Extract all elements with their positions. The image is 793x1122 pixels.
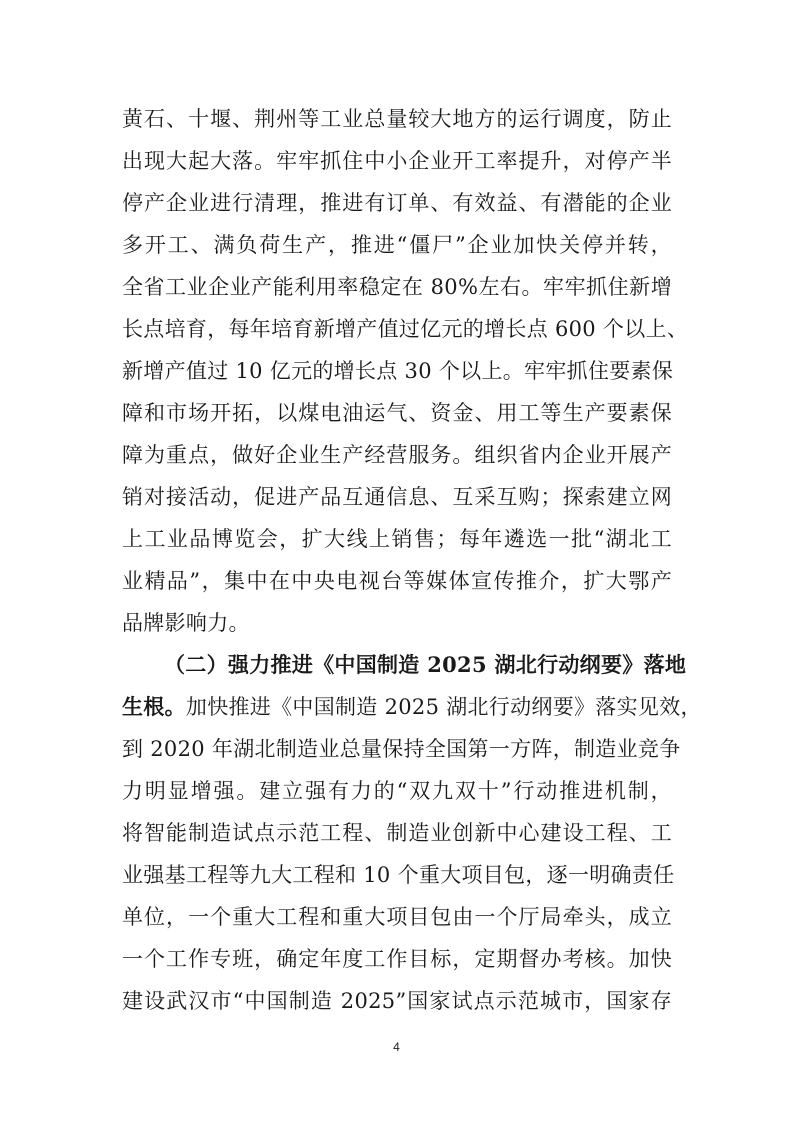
paragraph-line: 业精品”，集中在中央电视台等媒体宣传推介，扩大鄂产	[122, 569, 672, 593]
paragraph-line: 全省工业企业产能利用率稳定在 80%左右。牢牢抓住新增	[122, 275, 672, 299]
paragraph-line: 新增产值过 10 亿元的增长点 30 个以上。牢牢抓住要素保	[122, 359, 674, 383]
paragraph-line: 单位，一个重大工程和重大项目包由一个厅局牵头，成立	[122, 905, 672, 929]
paragraph-text: 加快推进《中国制造 2025 湖北行动纲要》落实见效，	[185, 695, 702, 719]
paragraph-line: 品牌影响力。	[122, 611, 250, 635]
paragraph-line	[122, 694, 702, 720]
paragraph-line: 障为重点，做好企业生产经营服务。组织省内企业开展产	[122, 443, 672, 467]
paragraph-line: 业强基工程等九大工程和 10 个重大项目包，逐一明确责任	[122, 863, 675, 887]
section-heading: （二）强力推进《中国制造 2025 湖北行动纲要》落地	[164, 652, 687, 677]
paragraph-line: 一个工作专班，确定年度工作目标，定期督办考核。加快	[122, 947, 672, 971]
paragraph-line: 力明显增强。建立强有力的“双九双十”行动推进机制，	[122, 779, 672, 803]
paragraph-line: 停产企业进行清理，推进有订单、有效益、有潜能的企业	[122, 191, 672, 215]
page-number: 4	[393, 1040, 400, 1054]
section-heading-end: 生根。	[122, 694, 186, 719]
paragraph-line: 将智能制造试点示范工程、制造业创新中心建设工程、工	[122, 821, 672, 845]
paragraph-line: 到 2020 年湖北制造业总量保持全国第一方阵，制造业竞争	[122, 737, 681, 761]
paragraph-line: 建设武汉市“中国制造 2025”国家试点示范城市，国家存	[122, 989, 672, 1013]
paragraph-line: 上工业品博览会，扩大线上销售；每年遴选一批“湖北工	[122, 527, 672, 551]
paragraph-line: 出现大起大落。牢牢抓住中小企业开工率提升，对停产半	[122, 149, 672, 173]
paragraph-line: 障和市场开拓，以煤电油运气、资金、用工等生产要素保	[122, 401, 672, 425]
paragraph-line: 销对接活动，促进产品互通信息、互采互购；探索建立网	[122, 485, 672, 509]
paragraph-line: 黄石、十堰、荆州等工业总量较大地方的运行调度，防止	[122, 107, 672, 131]
paragraph-line: 多开工、满负荷生产，推进“僵尸”企业加快关停并转，	[122, 233, 672, 257]
paragraph-line: 长点培育，每年培育新增产值过亿元的增长点 600 个以上、	[122, 317, 689, 341]
